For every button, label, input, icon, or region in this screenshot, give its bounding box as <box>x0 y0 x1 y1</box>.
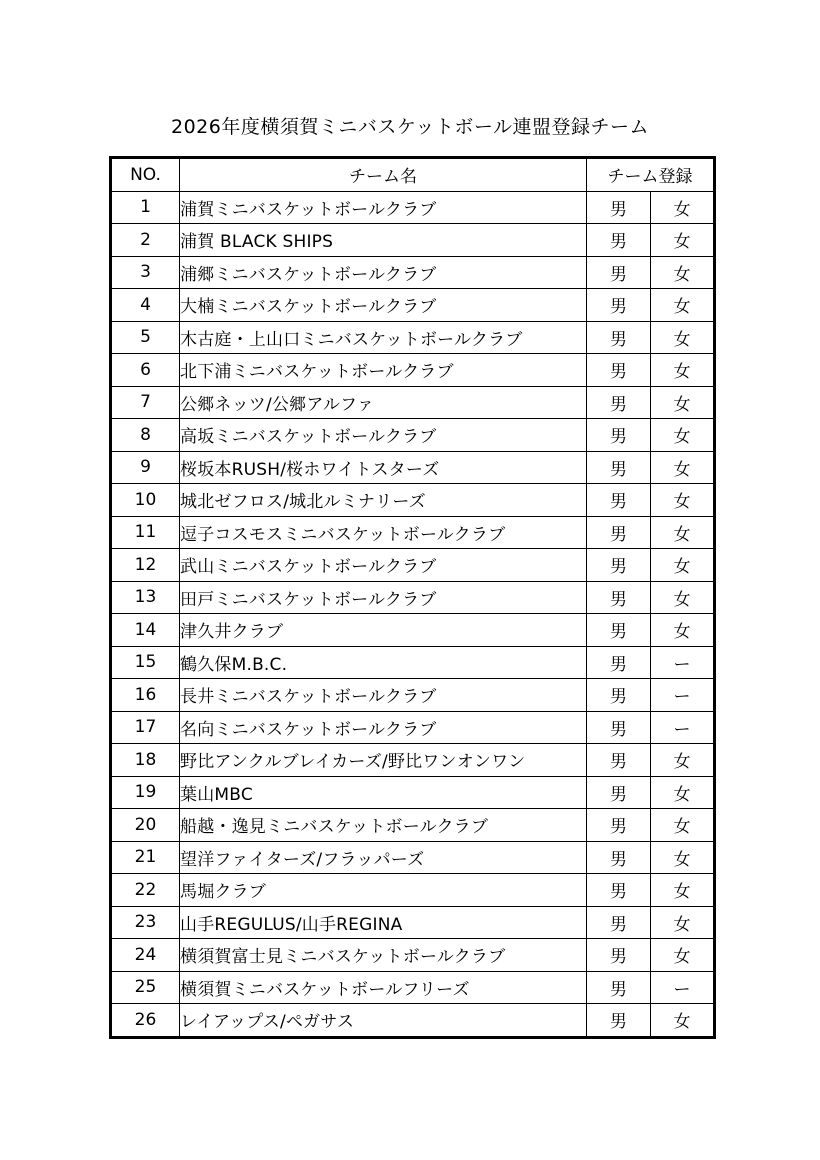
boys-registration: 男 <box>587 809 651 842</box>
table-row <box>111 614 715 647</box>
team-name: 葉山MBC <box>180 776 587 809</box>
table-body <box>111 191 715 1037</box>
team-name: 長井ミニバスケットボールクラブ <box>180 679 587 712</box>
team-name: 城北ゼフロス/城北ルミナリーズ <box>180 484 587 517</box>
table-row <box>111 516 715 549</box>
boys-registration: 男 <box>587 256 651 289</box>
team-name: 公郷ネッツ/公郷アルファ <box>180 386 587 419</box>
table-row <box>111 451 715 484</box>
girls-registration: 女 <box>651 549 715 582</box>
team-name: 望洋ファイターズ/フラッパーズ <box>180 841 587 874</box>
team-number: 22 <box>111 874 180 907</box>
girls-registration: 女 <box>651 614 715 647</box>
team-name: 浦賀 BLACK SHIPS <box>180 224 587 257</box>
boys-registration: 男 <box>587 321 651 354</box>
girls-registration: 女 <box>651 809 715 842</box>
team-number: 15 <box>111 646 180 679</box>
boys-registration: 男 <box>587 289 651 322</box>
page-title: 2026年度横須賀ミニバスケットボール連盟登録チーム <box>170 116 650 138</box>
table-row <box>111 939 715 972</box>
team-name: 大楠ミニバスケットボールクラブ <box>180 289 587 322</box>
girls-registration: 女 <box>651 419 715 452</box>
boys-registration: 男 <box>587 549 651 582</box>
boys-registration: 男 <box>587 191 651 224</box>
boys-registration: 男 <box>587 484 651 517</box>
girls-registration: 女 <box>651 906 715 939</box>
team-number: 2 <box>111 224 180 257</box>
header-no: NO. <box>111 158 180 192</box>
girls-registration: ー <box>651 646 715 679</box>
table-row <box>111 289 715 322</box>
girls-registration: 女 <box>651 354 715 387</box>
table-row <box>111 646 715 679</box>
girls-registration: 女 <box>651 451 715 484</box>
boys-registration: 男 <box>587 614 651 647</box>
team-name: 北下浦ミニバスケットボールクラブ <box>180 354 587 387</box>
team-name: 武山ミニバスケットボールクラブ <box>180 549 587 582</box>
team-name: 浦郷ミニバスケットボールクラブ <box>180 256 587 289</box>
boys-registration: 男 <box>587 906 651 939</box>
team-number: 1 <box>111 191 180 224</box>
table-row <box>111 679 715 712</box>
girls-registration: ー <box>651 679 715 712</box>
girls-registration: 女 <box>651 289 715 322</box>
team-number: 7 <box>111 386 180 419</box>
boys-registration: 男 <box>587 419 651 452</box>
table-row <box>111 581 715 614</box>
table-row <box>111 386 715 419</box>
team-number: 6 <box>111 354 180 387</box>
boys-registration: 男 <box>587 516 651 549</box>
boys-registration: 男 <box>587 581 651 614</box>
table-row <box>111 484 715 517</box>
team-number: 21 <box>111 841 180 874</box>
boys-registration: 男 <box>587 776 651 809</box>
table-row <box>111 354 715 387</box>
table-row <box>111 419 715 452</box>
team-name: 横須賀ミニバスケットボールフリーズ <box>180 971 587 1004</box>
team-number: 20 <box>111 809 180 842</box>
team-name: 船越・逸見ミニバスケットボールクラブ <box>180 809 587 842</box>
table-row <box>111 549 715 582</box>
team-name: 木古庭・上山口ミニバスケットボールクラブ <box>180 321 587 354</box>
team-number: 9 <box>111 451 180 484</box>
boys-registration: 男 <box>587 451 651 484</box>
team-name: 高坂ミニバスケットボールクラブ <box>180 419 587 452</box>
team-name: レイアップス/ペガサス <box>180 1004 587 1038</box>
team-number: 25 <box>111 971 180 1004</box>
boys-registration: 男 <box>587 939 651 972</box>
girls-registration: 女 <box>651 224 715 257</box>
team-number: 4 <box>111 289 180 322</box>
table-row <box>111 841 715 874</box>
table-row <box>111 1004 715 1038</box>
team-name: 桜坂本RUSH/桜ホワイトスターズ <box>180 451 587 484</box>
team-number: 5 <box>111 321 180 354</box>
team-name: 名向ミニバスケットボールクラブ <box>180 711 587 744</box>
team-number: 12 <box>111 549 180 582</box>
team-number: 14 <box>111 614 180 647</box>
team-number: 3 <box>111 256 180 289</box>
header-team-name: チーム名 <box>180 158 587 192</box>
girls-registration: ー <box>651 711 715 744</box>
team-name: 浦賀ミニバスケットボールクラブ <box>180 191 587 224</box>
table-row <box>111 874 715 907</box>
team-name: 逗子コスモスミニバスケットボールクラブ <box>180 516 587 549</box>
table-row <box>111 256 715 289</box>
team-number: 10 <box>111 484 180 517</box>
girls-registration: 女 <box>651 321 715 354</box>
girls-registration: 女 <box>651 484 715 517</box>
table-row <box>111 224 715 257</box>
table-row <box>111 321 715 354</box>
girls-registration: 女 <box>651 581 715 614</box>
table-row <box>111 191 715 224</box>
girls-registration: 女 <box>651 841 715 874</box>
girls-registration: 女 <box>651 939 715 972</box>
table-row <box>111 711 715 744</box>
girls-registration: 女 <box>651 744 715 777</box>
boys-registration: 男 <box>587 646 651 679</box>
team-name: 野比アンクルブレイカーズ/野比ワンオンワン <box>180 744 587 777</box>
boys-registration: 男 <box>587 679 651 712</box>
girls-registration: ー <box>651 971 715 1004</box>
team-number: 19 <box>111 776 180 809</box>
table-row <box>111 906 715 939</box>
boys-registration: 男 <box>587 354 651 387</box>
boys-registration: 男 <box>587 874 651 907</box>
table-row <box>111 776 715 809</box>
boys-registration: 男 <box>587 711 651 744</box>
team-number: 16 <box>111 679 180 712</box>
team-name: 津久井クラブ <box>180 614 587 647</box>
boys-registration: 男 <box>587 1004 651 1038</box>
girls-registration: 女 <box>651 1004 715 1038</box>
team-name: 田戸ミニバスケットボールクラブ <box>180 581 587 614</box>
team-number: 17 <box>111 711 180 744</box>
girls-registration: 女 <box>651 874 715 907</box>
boys-registration: 男 <box>587 971 651 1004</box>
table-row <box>111 744 715 777</box>
girls-registration: 女 <box>651 256 715 289</box>
boys-registration: 男 <box>587 744 651 777</box>
team-number: 18 <box>111 744 180 777</box>
team-name: 山手REGULUS/山手REGINA <box>180 906 587 939</box>
team-number: 24 <box>111 939 180 972</box>
girls-registration: 女 <box>651 776 715 809</box>
boys-registration: 男 <box>587 386 651 419</box>
team-number: 26 <box>111 1004 180 1038</box>
girls-registration: 女 <box>651 386 715 419</box>
table-header-row <box>111 158 715 192</box>
boys-registration: 男 <box>587 224 651 257</box>
team-number: 11 <box>111 516 180 549</box>
team-number: 13 <box>111 581 180 614</box>
team-number: 8 <box>111 419 180 452</box>
team-name: 馬堀クラブ <box>180 874 587 907</box>
team-name: 鶴久保M.B.C. <box>180 646 587 679</box>
table-row <box>111 971 715 1004</box>
header-registration: チーム登録 <box>587 158 715 192</box>
boys-registration: 男 <box>587 841 651 874</box>
girls-registration: 女 <box>651 516 715 549</box>
team-number: 23 <box>111 906 180 939</box>
team-name: 横須賀富士見ミニバスケットボールクラブ <box>180 939 587 972</box>
team-registration-table <box>109 156 716 1039</box>
girls-registration: 女 <box>651 191 715 224</box>
table-row <box>111 809 715 842</box>
